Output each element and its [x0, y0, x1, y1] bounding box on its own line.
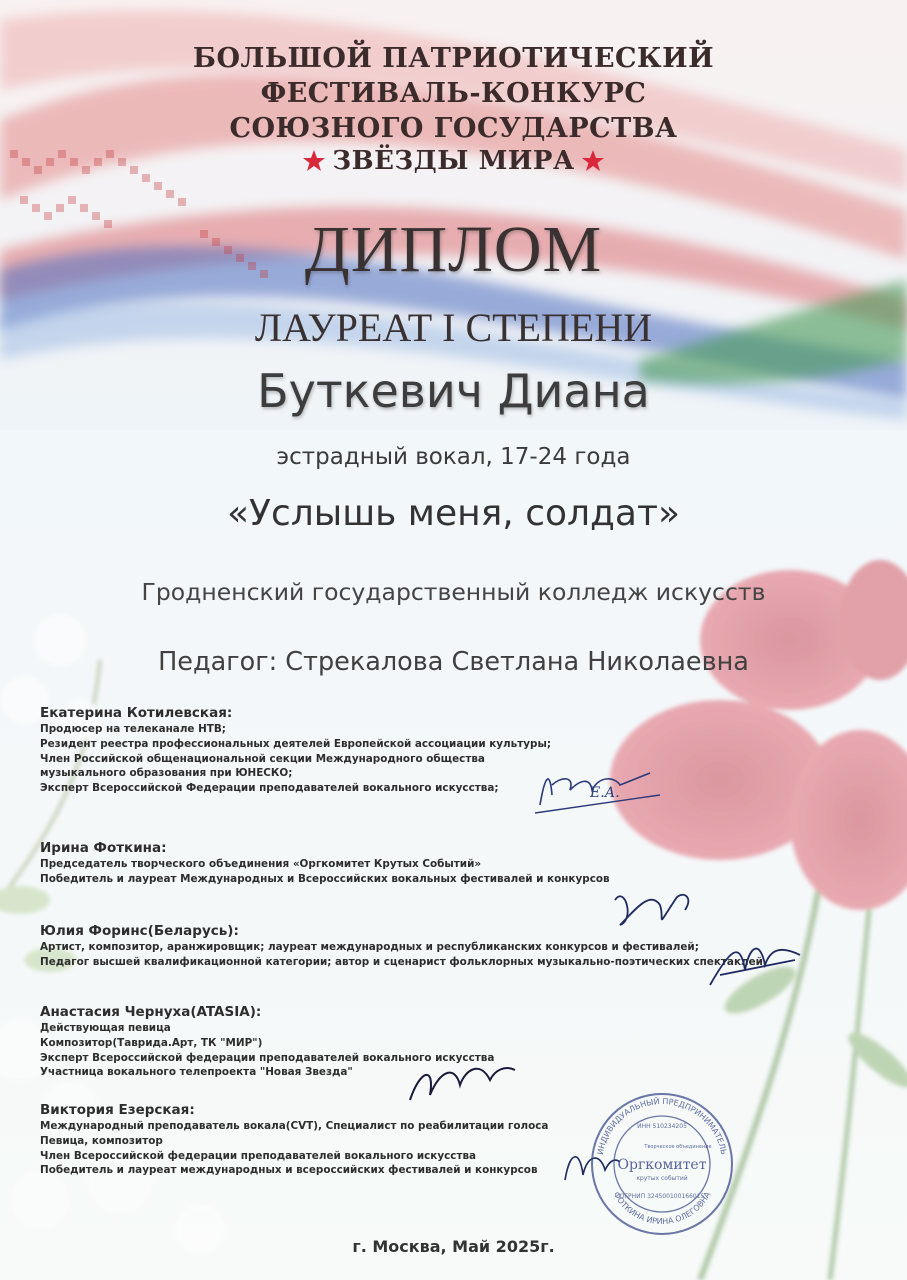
star-icon	[581, 149, 605, 173]
signature-kotilevskaya-initials: Е.А.	[590, 785, 620, 801]
category-line: эстрадный вокал, 17-24 года	[276, 444, 631, 470]
jury-line: Композитор(Таврида.Арт, ТК "МИР")	[40, 1036, 263, 1049]
jury-line: Председатель творческого объединения «Оргкомитет Крутых Событий»	[40, 858, 482, 870]
jury-line: Участница вокального телепроекта "Новая Звезда"	[40, 1066, 353, 1079]
festival-name: ЗВЁЗДЫ МИРА	[332, 146, 575, 176]
jury-line: Член Всероссийской федерации преподавателей вокального искусства	[40, 1149, 477, 1162]
stamp-ogrnip: ОГРНИП 324500100166015	[619, 1193, 705, 1200]
jury-line: Резидент реестра профессиональных деятелей Европейской ассоциации культуры;	[40, 737, 552, 750]
award-degree: ЛАУРЕАТ I СТЕПЕНИ	[254, 305, 653, 350]
institution-name: Гродненский государственный колледж искусств	[141, 578, 766, 606]
stamp-outer-text: ИНДИВИДУАЛЬНЫЙ ПРЕДПРИНИМАТЕЛЬ	[595, 1096, 729, 1156]
festival-title-line-2: ФЕСТИВАЛЬ-КОНКУРС	[260, 78, 647, 109]
jury-line: Певица, композитор	[40, 1134, 163, 1147]
jury-line: Победитель и лауреат международных и всероссийских фестивалей и конкурсов	[40, 1164, 538, 1177]
stamp-inn: ИНН 510234205	[637, 1123, 687, 1130]
signature-kotilevskaya	[520, 755, 670, 825]
song-title: «Услышь меня, солдат»	[227, 493, 680, 534]
festival-title-line-1: БОЛЬШОЙ ПАТРИОТИЧЕСКИЙ	[192, 43, 715, 74]
stamp-brand: Оргкомитет	[617, 1157, 707, 1173]
jury-line: Педагог высшей квалификационной категории; автор и сценарист фольклорных музыкально-поэтических спектаклей.	[40, 955, 767, 968]
jury-line: музыкального образования при ЮНЕСКО;	[40, 767, 293, 780]
jury-member	[40, 840, 900, 887]
recipient-name: Буткевич Диана	[257, 364, 650, 418]
jury-line: Продюсер на телеканале НТВ;	[40, 723, 226, 735]
signature-chernukha	[400, 1050, 520, 1115]
organizer-stamp	[588, 1090, 736, 1238]
jury-line: Победитель и лауреат Международных и Всероссийских вокальных фестивалей и конкурсов	[40, 872, 610, 885]
jury-line: Международный преподаватель вокала(CVT), Специалист по реабилитации голоса	[40, 1120, 549, 1132]
jury-line: Эксперт Всероссийской Федерации преподавателей вокального искусства;	[40, 782, 499, 795]
festival-title-line-3: СОЮЗНОГО ГОСУДАРСТВА	[229, 113, 678, 144]
signature-forins	[700, 930, 810, 1000]
stamp-bottom-text: ФОТКИНА ИРИНА ОЛЕГОВНА	[611, 1190, 713, 1227]
jury-name: Юлия Форинс(Беларусь):	[40, 923, 239, 939]
jury-line: Действующая певица	[40, 1022, 171, 1034]
jury-line: Член Российской общенациональной секции Международного общества	[40, 752, 485, 765]
diploma-title: ДИПЛОМ	[304, 213, 603, 286]
place-and-date: г. Москва, Май 2025г.	[352, 1237, 555, 1256]
jury-name: Ирина Фоткина:	[40, 840, 167, 856]
jury-line: Эксперт Всероссийской федерации преподавателей вокального искусства	[40, 1051, 495, 1064]
teacher-line: Педагог: Стрекалова Светлана Николаевна	[158, 647, 749, 677]
signature-fotkina	[605, 880, 705, 940]
jury-name: Екатерина Котилевская:	[40, 705, 233, 721]
jury-name: Виктория Езерская:	[40, 1102, 195, 1118]
jury-line: Артист, композитор, аранжировщик; лауреат международных и республиканских конкурсов и фестивалей;	[40, 941, 699, 953]
jury-member	[40, 705, 900, 796]
jury-name: Анастасия Чернуха(ATASIA):	[40, 1004, 262, 1020]
festival-subtitle-row	[0, 146, 907, 176]
stamp-brand-sub: крутых событий	[636, 1175, 688, 1182]
stamp-brand-top: Творческое объединение	[644, 1144, 712, 1150]
star-icon	[302, 149, 326, 173]
